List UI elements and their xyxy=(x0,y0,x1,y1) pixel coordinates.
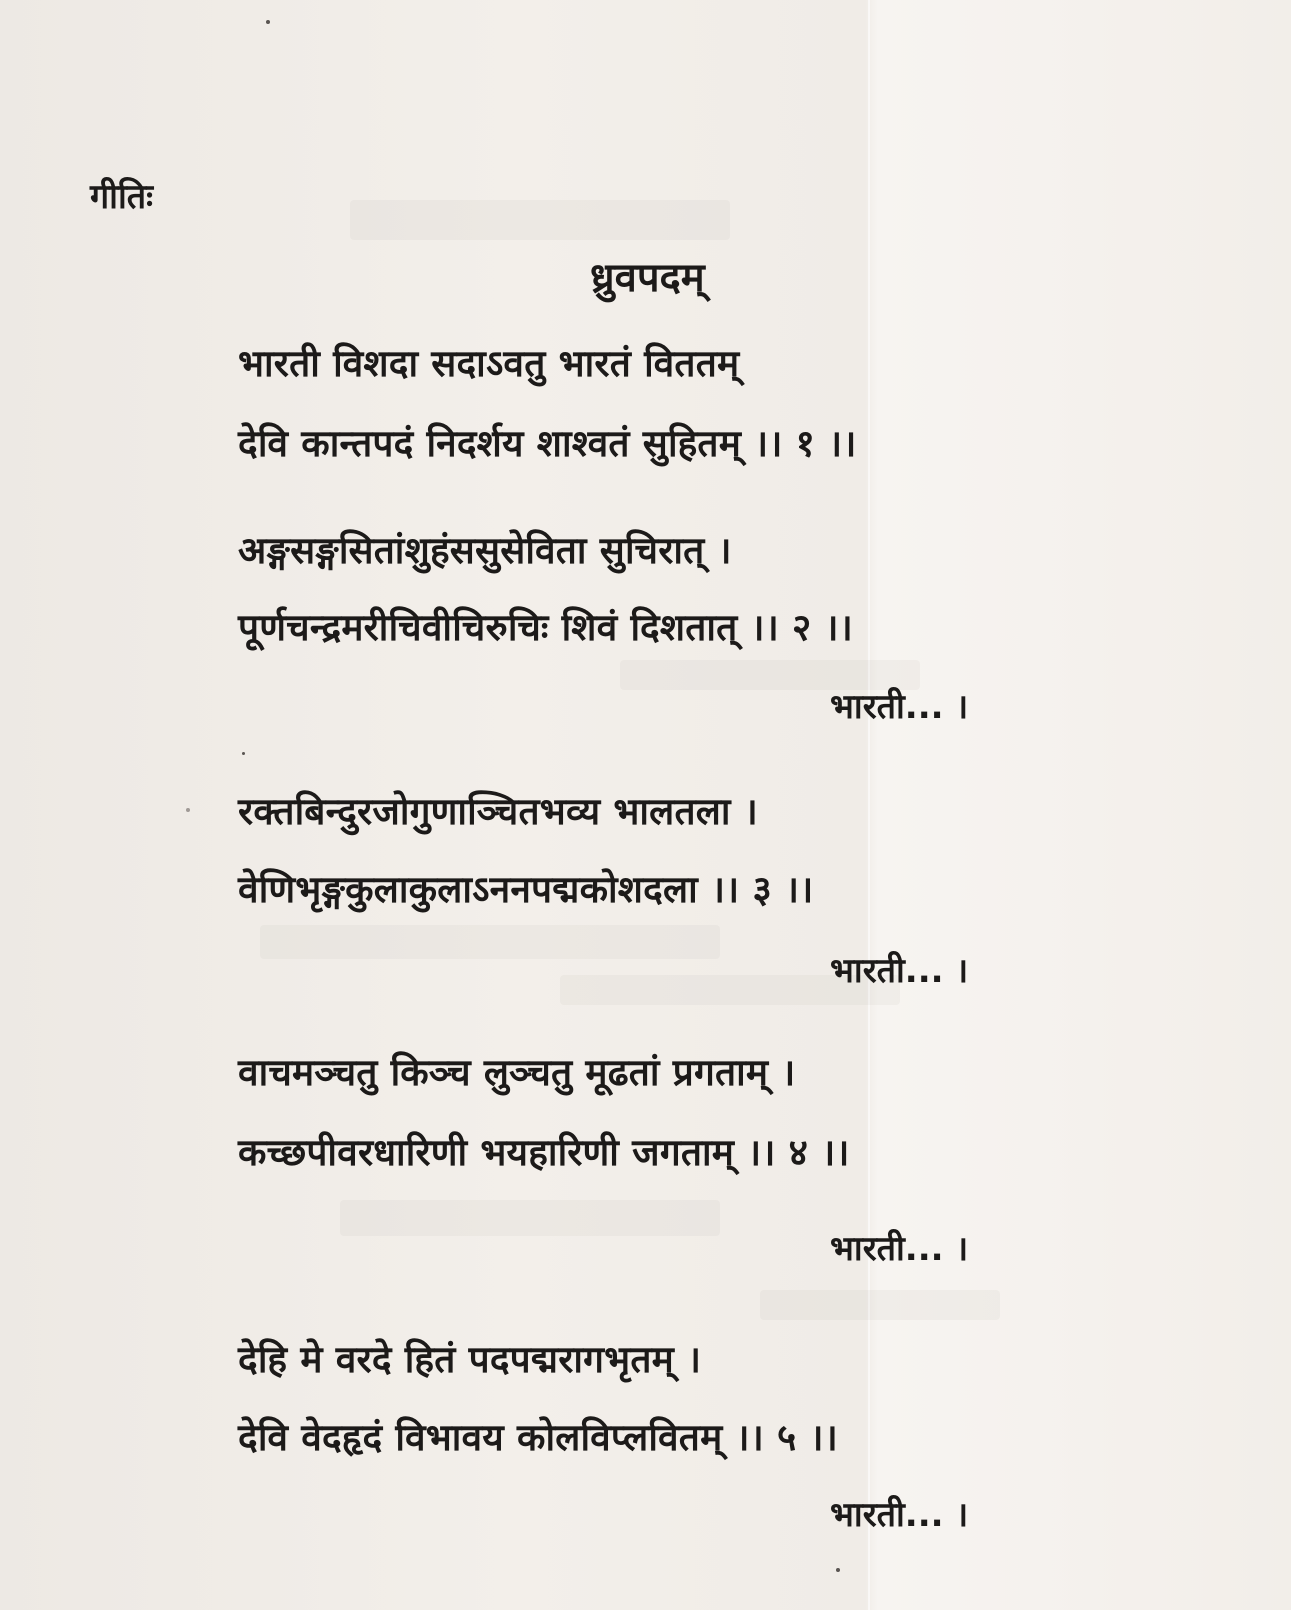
stanza-3-line-1: रक्तबिन्दुरजोगुणाञ्चितभव्य भालतला । xyxy=(238,790,758,833)
stanza-2-line-2: पूर्णचन्द्रमरीचिवीचिरुचिः शिवं दिशतात् ।। २ ।। xyxy=(238,606,853,649)
show-through-block xyxy=(760,1290,1000,1320)
stanza-2-refrain: भारती... । xyxy=(830,687,969,727)
ink-speck xyxy=(266,20,270,24)
stanza-5-line-2: देवि वेदहृदं विभावय कोलविप्लवितम् ।। ५ ।। xyxy=(238,1416,838,1459)
stanza-4-refrain: भारती... । xyxy=(830,1229,969,1269)
stanza-5-line-1: देहि मे वरदे हितं पदपद्मरागभृतम् । xyxy=(238,1338,702,1381)
page-fold xyxy=(868,0,870,1610)
stanza-2-line-1: अङ्गसङ्गसितांशुहंससुसेविता सुचिरात् । xyxy=(238,529,732,572)
stanza-3-line-2: वेणिभृङ्गकुलाकुलाऽननपद्मकोशदला ।। ३ ।। xyxy=(238,868,814,911)
stanza-4-line-2: कच्छपीवरधारिणी भयहारिणी जगताम् ।। ४ ।। xyxy=(238,1131,850,1174)
stanza-3-refrain: भारती... । xyxy=(830,951,969,991)
stanza-1-line-1: भारती विशदा सदाऽवतु भारतं विततम् xyxy=(238,342,740,385)
heading-dhruvapadam: ध्रुवपदम् xyxy=(590,255,705,301)
show-through-block xyxy=(350,200,730,240)
show-through-block xyxy=(340,1200,720,1236)
stanza-4-line-1: वाचमञ्चतु किञ्च लुञ्चतु मूढतां प्रगताम् । xyxy=(238,1051,796,1094)
ink-speck xyxy=(186,808,190,812)
ink-speck xyxy=(836,1568,840,1572)
section-label: गीतिः xyxy=(90,177,154,217)
stanza-5-refrain: भारती... । xyxy=(830,1495,969,1535)
show-through-block xyxy=(260,925,720,959)
stanza-1-line-2: देवि कान्तपदं निदर्शय शाश्वतं सुहितम् ।। १ ।। xyxy=(238,422,857,465)
ink-speck xyxy=(242,752,245,755)
